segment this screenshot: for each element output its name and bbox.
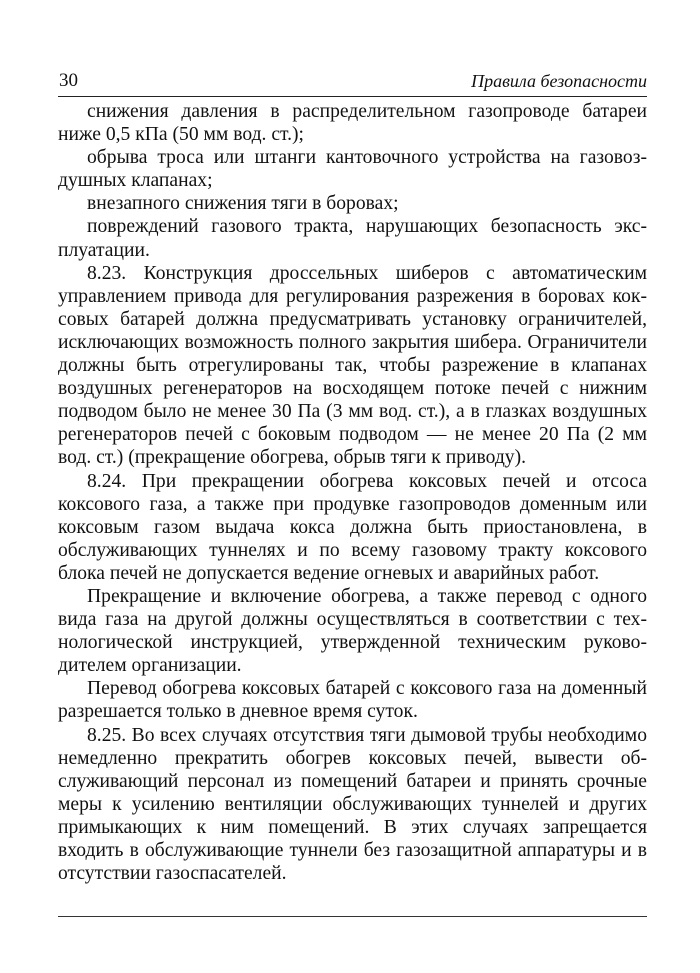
bottom-rule — [58, 916, 647, 917]
paragraph-continued-list-item-1: снижения давления в распределительном газопроводе батареи ниже 0,5 кПа (50 мм вод. ст.); — [58, 101, 647, 146]
paragraph-clause-8-23: 8.23. Конструкция дроссельных шиберов с автоматическим управлением привода для регулирования разрежения в боровах коксовых батарей должна предусматривать установку ограничителей, исключающих возможность полного закрытия шибера. Ограничители должны быть отрегулированы так, чтобы разрежение в клапанах воздушных регенераторов на восходящем потоке печей с нижним подводом было не менее 30 Па (3 мм вод. ст.), а в глазках воздушных регенераторов печей с боковым подводом — не менее 20 Па (2 мм вод. ст.) (прекращение обогрева, обрыв тяги к приводу). — [58, 262, 647, 469]
page-number: 30 — [59, 70, 78, 91]
paragraph-list-item-2: обрыва троса или штанги кантовочного устройства на газовоздушных клапанах; — [58, 147, 647, 192]
paragraph-heating-switching: Прекращение и включение обогрева, а также перевод с одного вида газа на другой должны осуществляться в соответствии с технологической инструкцией, утвержденной техническим руководителем организации. — [58, 585, 647, 677]
page-body — [58, 100, 647, 885]
paragraph-list-item-3: внезапного снижения тяги в боровах; — [87, 193, 399, 215]
page-header — [58, 66, 647, 97]
paragraph-clause-8-25: 8.25. Во всех случаях отсутствия тяги дымовой трубы необходимо немедленно прекратить обогрев коксовых печей, вывести обслуживающий персонал из помещений батареи и принять срочные меры к усилению вентиляции обслуживающих туннелей и других примыкающих к ним помещений. В этих случаях запрещается входить в обслуживающие туннели без газозащитной аппаратуры и в отсутствии газоспасателей. — [58, 724, 647, 885]
paragraph-list-item-4: повреждений газового тракта, нарушающих безопасность эксплуатации. — [58, 216, 647, 261]
paragraph-gas-transfer: Перевод обогрева коксовых батарей с коксового газа на доменный разрешается только в дневное время суток. — [58, 678, 647, 723]
paragraph-clause-8-24: 8.24. При прекращении обогрева коксовых печей и отсоса коксового газа, а также при продувке газопроводов доменным или коксовым газом выдача кокса должна быть приостановлена, в обслуживающих туннелях и по всему газовому тракту коксового блока печей не допускается ведение огневых и аварийных работ. — [58, 470, 647, 584]
running-title: Правила безопасности — [471, 71, 647, 91]
